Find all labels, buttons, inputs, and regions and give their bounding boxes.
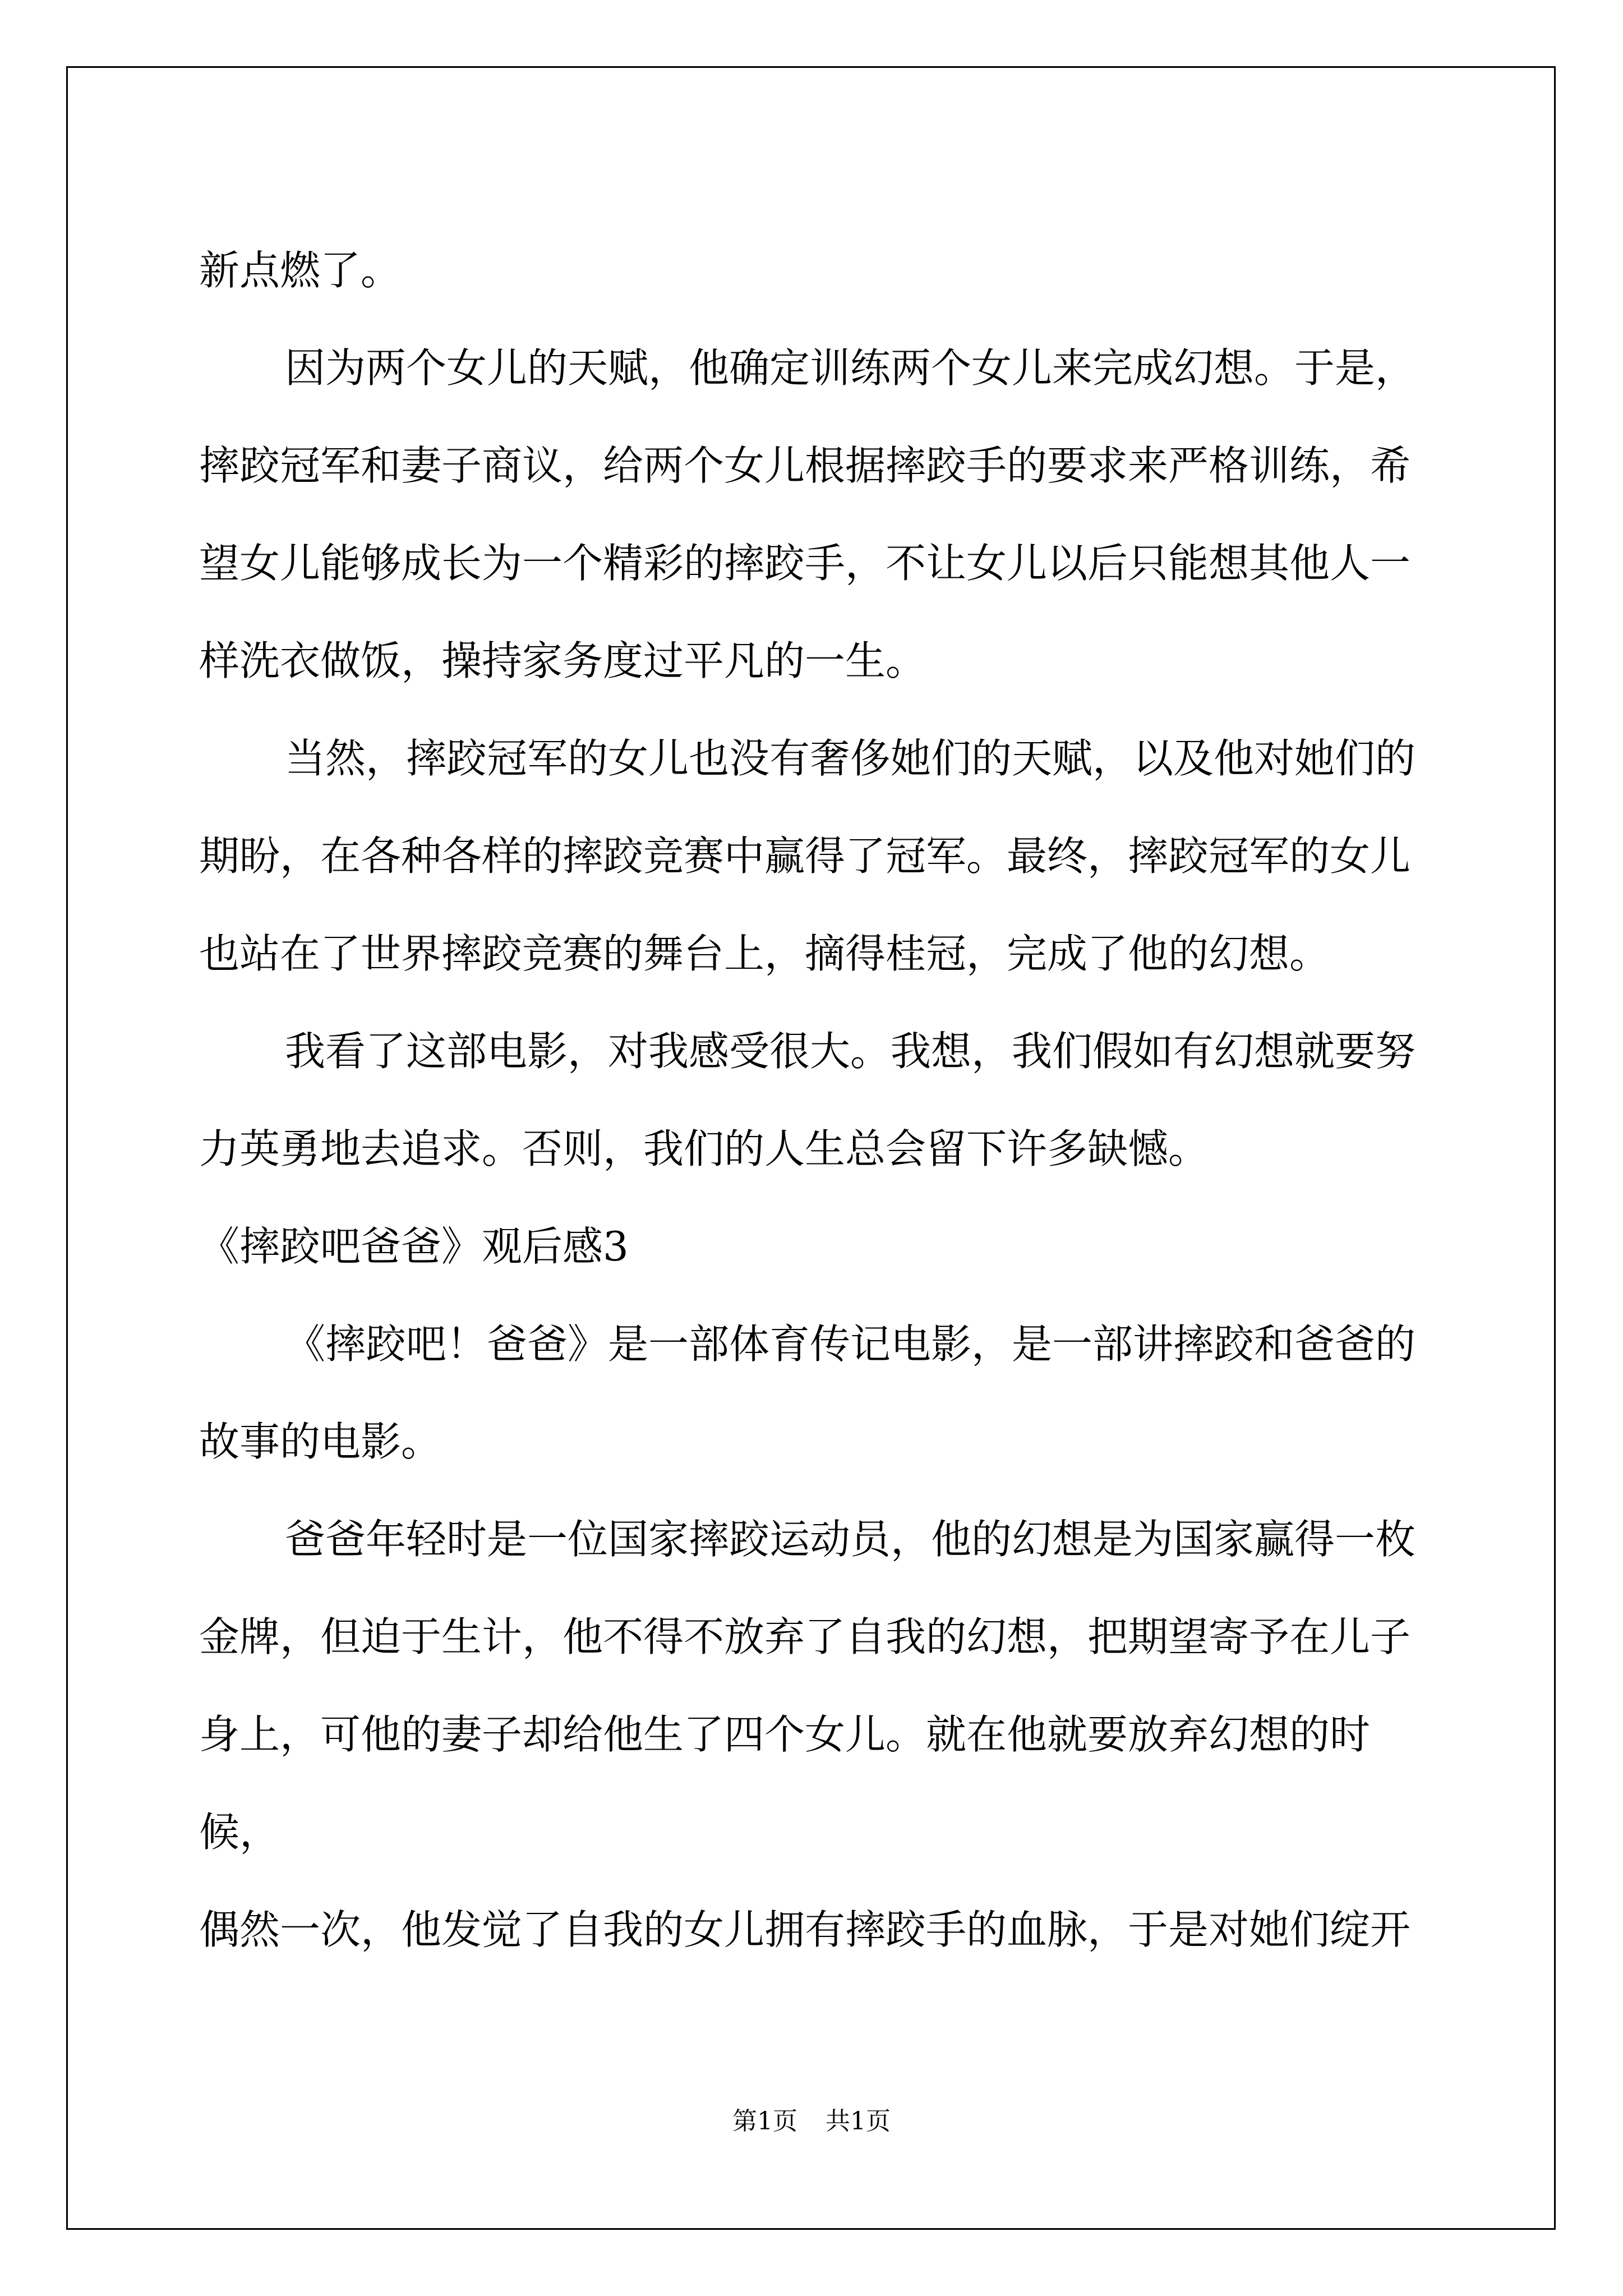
text-line: 金牌，但迫于生计，他不得不放弃了自我的幻想，把期望寄予在儿子: [199, 1613, 1411, 1660]
page-total: 共1页: [826, 2107, 891, 2136]
page-footer: [0, 2105, 1623, 2138]
text-line: 我看了这部电影，对我感受很大。我想，我们假如有幻想就要努: [285, 1028, 1416, 1075]
text-line: 力英勇地去追求。否则，我们的人生总会留下许多缺憾。: [199, 1125, 1209, 1172]
text-line: 摔跤冠军和妻子商议，给两个女儿根据摔跤手的要求来严格训练，希: [199, 442, 1411, 489]
text-line: 偶然一次，他发觉了自我的女儿拥有摔跤手的血脉，于是对她们绽开: [199, 1906, 1411, 1953]
text-line: 望女儿能够成长为一个精彩的摔跤手，不让女儿以后只能想其他人一: [199, 540, 1411, 587]
text-line: 《摔跤吧爸爸》观后感3: [199, 1223, 629, 1270]
text-line: 当然，摔跤冠军的女儿也没有奢侈她们的天赋，以及他对她们的: [285, 735, 1416, 782]
text-line: 因为两个女儿的天赋，他确定训练两个女儿来完成幻想。于是，: [285, 344, 1416, 392]
text-line: 身上，可他的妻子却给他生了四个女儿。就在他就要放弃幻想的时候，: [199, 1711, 1371, 1856]
text-line: 故事的电影。: [199, 1418, 442, 1465]
text-line: 《摔跤吧！爸爸》是一部体育传记电影，是一部讲摔跤和爸爸的: [285, 1320, 1416, 1368]
document-body: [199, 222, 1427, 1978]
text-line: 也站在了世界摔跤竞赛的舞台上，摘得桂冠，完成了他的幻想。: [199, 930, 1330, 977]
text-line: 爸爸年轻时是一位国家摔跤运动员，他的幻想是为国家赢得一枚: [285, 1516, 1416, 1563]
page-number: 第1页: [732, 2107, 797, 2136]
text-line: 新点燃了。: [199, 247, 402, 294]
text-line: 期盼，在各种各样的摔跤竞赛中赢得了冠军。最终，摔跤冠军的女儿: [199, 832, 1411, 880]
text-line: 样洗衣做饭，操持家务度过平凡的一生。: [199, 637, 926, 684]
